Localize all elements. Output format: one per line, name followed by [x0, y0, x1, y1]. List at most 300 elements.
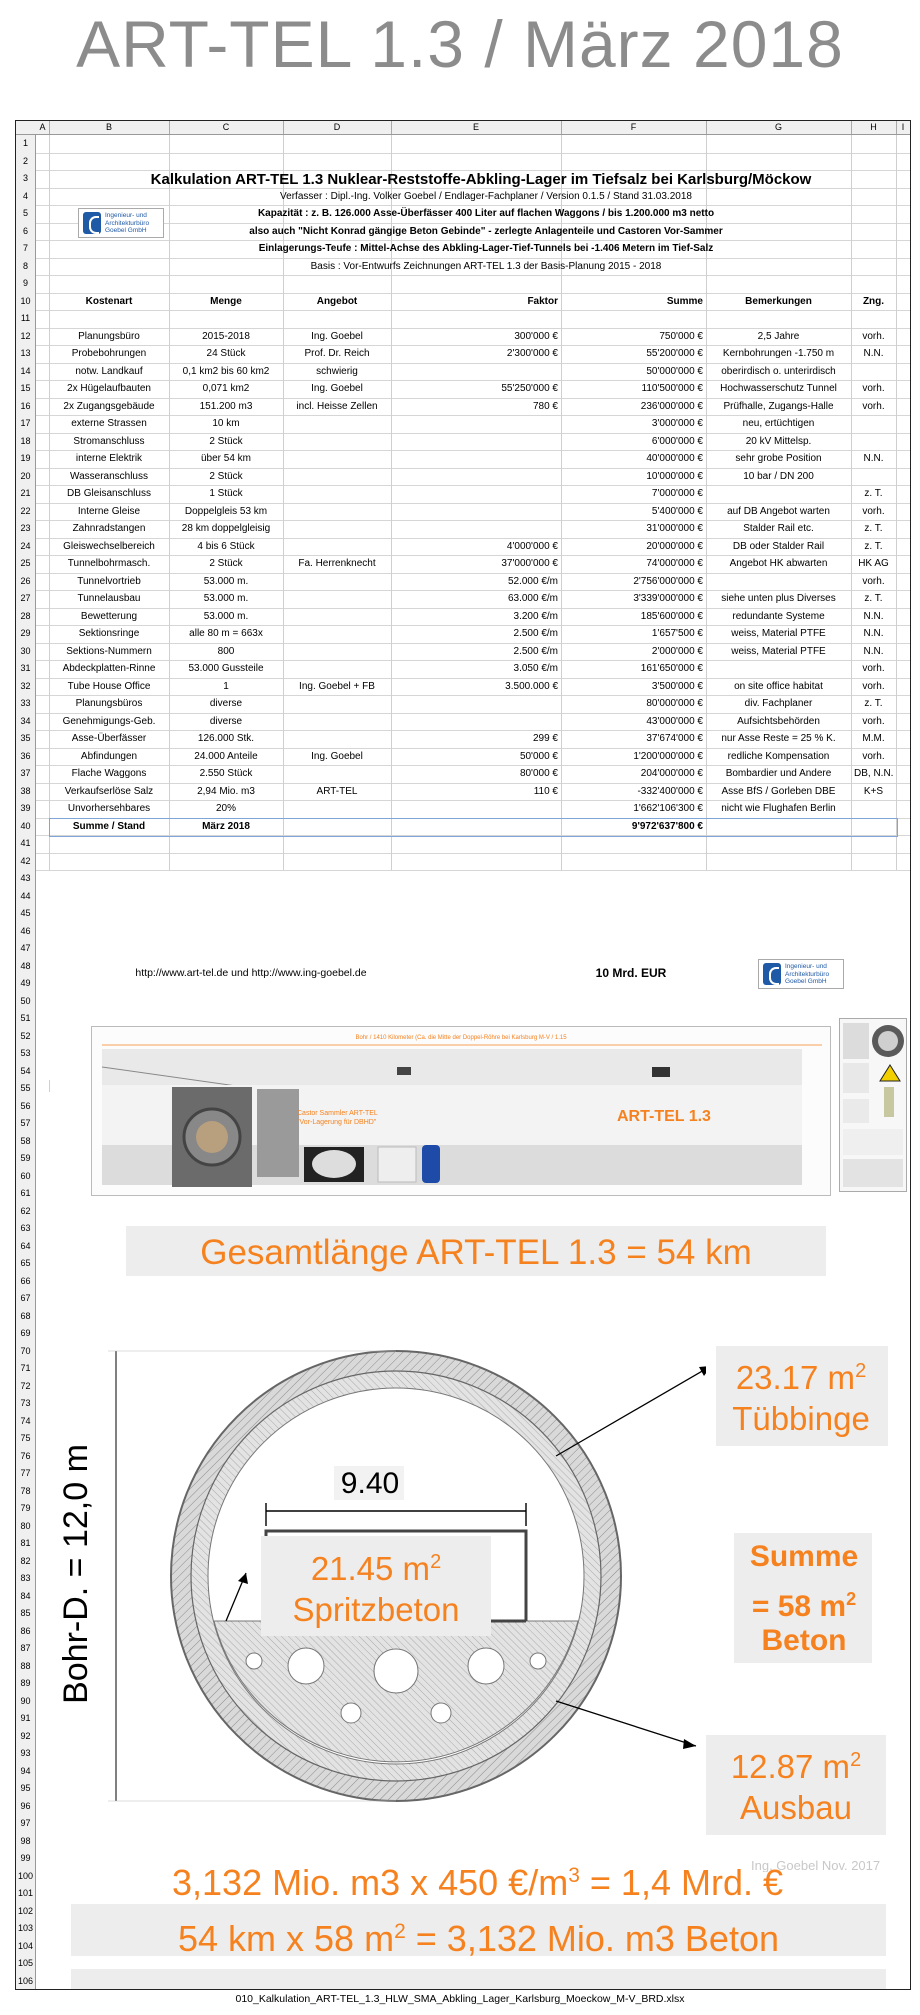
column-header-G[interactable]: G — [706, 121, 852, 134]
table-row-col1: externe Strassen — [71, 418, 147, 429]
row-number[interactable]: 82 — [20, 1555, 31, 1566]
row-number[interactable]: 67 — [20, 1293, 31, 1303]
table-row-col7: DB, N.N. — [854, 768, 893, 779]
row-number[interactable]: 30 — [20, 645, 31, 656]
info-line: Kapazität : z. B. 126.000 Asse-Überfässer 400 Liter auf flachen Waggons / bis 1.200.000 m3 netto — [257, 208, 715, 219]
row-number[interactable]: 80 — [20, 1520, 31, 1531]
row-number[interactable]: 4 — [22, 190, 28, 201]
table-row-col1: Asse-Überfässer — [71, 733, 147, 744]
table-row-col7: N.N. — [863, 348, 884, 359]
table-row-col3: schwierig — [316, 365, 358, 377]
row-number[interactable]: 32 — [20, 680, 31, 691]
table-row-col4: 50'000 € — [519, 750, 558, 762]
table-row-col4: 780 € — [532, 400, 558, 412]
table-row-col5: 204'000'000 € — [640, 768, 703, 779]
table-row-col1: Tube House Office — [67, 680, 151, 692]
row-number[interactable]: 14 — [20, 365, 31, 376]
row-number[interactable]: 100 — [17, 1870, 34, 1881]
table-row-col2: Doppelgleis 53 km — [184, 505, 268, 517]
table-header-col5: Summe — [666, 295, 703, 307]
table-row-col5: 161'650'000 € — [640, 663, 703, 674]
table-row-col2: 24 Stück — [206, 348, 246, 359]
company-logo — [78, 208, 164, 238]
table-row-col6: nicht wie Flughafen Berlin — [721, 803, 836, 814]
spritzbeton-label: Spritzbeton — [292, 1591, 460, 1628]
row-number[interactable]: 70 — [20, 1345, 31, 1356]
length-title: Gesamtlänge ART-TEL 1.3 = 54 km — [200, 1233, 752, 1272]
table-row-col1: Sektions-Nummern — [66, 645, 152, 657]
row-number[interactable]: 104 — [17, 1940, 34, 1951]
row-number[interactable]: 54 — [20, 1065, 31, 1076]
row-number[interactable]: 48 — [20, 960, 31, 971]
table-row-col1: Tunnelausbau — [77, 593, 141, 604]
row-number[interactable]: 71 — [20, 1363, 31, 1373]
row-number[interactable]: 76 — [20, 1450, 31, 1461]
row-number[interactable]: 81 — [20, 1538, 31, 1548]
row-number[interactable]: 25 — [20, 558, 31, 568]
logo-text: Ingenieur- und Architekturbüro Goebel GmbH — [785, 963, 830, 985]
row-number[interactable]: 7 — [22, 243, 28, 253]
row-number[interactable]: 85 — [20, 1608, 31, 1618]
table-row-col1: 2x Hügelaufbauten — [67, 383, 151, 394]
table-row-col3: Fa. Herrenknecht — [298, 558, 376, 569]
column-header-H[interactable]: H — [851, 121, 897, 134]
table-row-col5: 1'662'106'300 € — [633, 803, 703, 814]
row-number[interactable]: 95 — [20, 1783, 31, 1793]
table-row-col4: 2.500 €/m — [513, 645, 558, 657]
bore-diameter-label: Bohr-D. = 12,0 m — [57, 1444, 95, 1704]
row-number[interactable]: 21 — [20, 488, 31, 498]
row-number[interactable]: 59 — [20, 1153, 31, 1163]
table-row-col6: auf DB Angebot warten — [727, 505, 830, 517]
row-number[interactable]: 105 — [17, 1958, 34, 1968]
row-number[interactable]: 34 — [20, 715, 31, 726]
row-number[interactable]: 44 — [20, 890, 31, 901]
table-row-col1: Tunnelbohrmasch. — [67, 558, 151, 569]
column-gridline — [896, 135, 897, 870]
row-gridline — [36, 293, 910, 294]
row-gridline — [36, 625, 910, 626]
table-row-col1: Abfindungen — [80, 750, 138, 762]
row-gridline — [36, 415, 910, 416]
summe-line-3: Beton — [761, 1624, 847, 1657]
table-row-col5: 3'000'000 € — [651, 418, 703, 429]
row-number[interactable]: 15 — [20, 383, 31, 393]
row-number[interactable]: 10 — [20, 295, 31, 306]
summary-row-highlight — [49, 818, 898, 838]
row-number[interactable]: 94 — [20, 1765, 31, 1776]
column-gridline-lower — [49, 1080, 50, 1092]
row-number[interactable]: 38 — [20, 785, 31, 796]
row-number[interactable]: 52 — [20, 1030, 31, 1041]
row-number[interactable]: 64 — [20, 1240, 31, 1251]
row-number[interactable]: 11 — [20, 313, 31, 323]
row-number[interactable]: 20 — [20, 470, 31, 481]
row-number[interactable]: 68 — [20, 1310, 31, 1321]
row-number[interactable]: 45 — [20, 908, 31, 918]
column-gridline — [851, 135, 852, 870]
row-number[interactable]: 79 — [20, 1503, 31, 1513]
banner-top-note: Bohr / 1410 Kilometer (Ca. die Mitte der Doppel-Röhre bei Karlsburg M-V / 1.15 — [355, 1035, 567, 1041]
table-row-col4: 4'000'000 € — [506, 540, 558, 552]
row-number[interactable]: 51 — [20, 1013, 31, 1023]
table-row-col2: 2 Stück — [209, 435, 243, 447]
row-number[interactable]: 93 — [20, 1748, 31, 1758]
row-number[interactable]: 1 — [22, 138, 28, 148]
table-row-col5: 6'000'000 € — [651, 435, 703, 447]
row-gridline — [36, 363, 910, 364]
row-number[interactable]: 3 — [22, 173, 28, 183]
table-row-col4: 110 € — [533, 785, 558, 797]
row-gridline — [36, 800, 910, 801]
table-row-col1: DB Gleisanschluss — [67, 488, 151, 499]
links-text: http://www.art-tel.de und http://www.ing-goebel.de — [135, 967, 367, 979]
table-row-col6: 10 bar / DN 200 — [743, 470, 814, 482]
ausbau-value: 12.87 $m^2$ — [730, 1748, 862, 1783]
table-row-col5: 55'200'000 € — [646, 348, 703, 359]
row-number[interactable]: 56 — [20, 1100, 31, 1111]
side-thumbnails — [840, 1019, 906, 1191]
table-row-col7: N.N. — [863, 610, 884, 622]
row-gridline — [36, 590, 910, 591]
table-row-col6: redundante Systeme — [732, 610, 825, 622]
row-gridline — [36, 783, 910, 784]
row-number[interactable]: 40 — [20, 820, 31, 831]
table-row-col5: 74'000'000 € — [646, 558, 703, 569]
company-logo-2 — [758, 959, 844, 989]
table-row-col3: ART-TEL — [316, 785, 358, 797]
column-header-strip — [16, 121, 910, 135]
table-row-col4: 55'250'000 € — [501, 383, 558, 394]
table-row-col1: Verkaufserlöse Salz — [64, 785, 154, 797]
summary-row-col2: März 2018 — [202, 820, 250, 832]
info-line: also auch "Nicht Konrad gängige Beton Gebinde" - zerlegte Anlagenteile und Castoren Vor-Sammer — [249, 225, 723, 237]
table-row-col6: on site office habitat — [734, 680, 823, 692]
row-gridline — [36, 310, 910, 311]
row-gridline — [36, 643, 910, 644]
row-gridline — [36, 258, 910, 259]
table-row-col4: 3.050 €/m — [513, 663, 558, 674]
row-number[interactable]: 58 — [20, 1135, 31, 1146]
info-line: Einlagerungs-Teufe : Mittel-Achse des Abkling-Lager-Tief-Tunnels bei -1.406 Metern im Tief-Salz — [258, 243, 714, 254]
row-number[interactable]: 86 — [20, 1625, 31, 1636]
row-number[interactable]: 8 — [22, 260, 28, 271]
row-number[interactable]: 101 — [17, 1888, 34, 1898]
table-row-col6: redliche Kompensation — [727, 750, 830, 762]
table-row-col2: 2 Stück — [209, 470, 243, 482]
tunnel-section-drawing — [92, 1027, 830, 1195]
row-number[interactable]: 31 — [20, 663, 31, 673]
row-number[interactable]: 24 — [20, 540, 31, 551]
row-number[interactable]: 78 — [20, 1485, 31, 1496]
tunnel-banner-image — [91, 1026, 831, 1196]
row-number[interactable]: 55 — [20, 1083, 31, 1093]
row-number[interactable]: 57 — [20, 1118, 31, 1128]
row-gridline — [36, 170, 910, 171]
table-row-col6: Bombardier und Andere — [725, 768, 832, 779]
row-number[interactable]: 97 — [20, 1818, 31, 1828]
row-number[interactable]: 65 — [20, 1258, 31, 1268]
table-row-col5: 1'657'500 € — [651, 628, 703, 639]
row-number[interactable]: 63 — [20, 1223, 31, 1233]
inner-width-label: 9.40 — [340, 1467, 400, 1500]
table-row-col5: 43'000'000 € — [646, 715, 703, 727]
table-row-col7: vorh. — [862, 400, 885, 412]
row-gridline — [36, 450, 910, 451]
row-number[interactable]: 5 — [22, 208, 28, 218]
table-row-col6: Asse BfS / Gorleben DBE — [721, 785, 836, 797]
row-number[interactable]: 39 — [20, 803, 31, 813]
table-row-col1: Planungsbüros — [75, 698, 143, 709]
row-number[interactable]: 84 — [20, 1590, 31, 1601]
row-number[interactable]: 37 — [20, 768, 31, 778]
row-number[interactable]: 69 — [20, 1328, 31, 1338]
table-row-col7: K+S — [863, 785, 884, 797]
row-gridline — [36, 485, 910, 486]
table-row-col5: 7'000'000 € — [651, 488, 703, 499]
row-gridline — [36, 275, 910, 276]
row-number[interactable]: 33 — [20, 698, 31, 708]
row-gridline — [36, 345, 910, 346]
row-number[interactable]: 49 — [20, 978, 31, 988]
column-header-C[interactable]: C — [169, 121, 284, 134]
row-number[interactable]: 90 — [20, 1695, 31, 1706]
table-row-col1: notw. Landkauf — [75, 365, 143, 377]
table-row-col2: 20% — [215, 803, 236, 814]
row-number[interactable]: 74 — [20, 1415, 31, 1426]
logo-text: Ingenieur- und Architekturbüro Goebel GmbH — [105, 212, 150, 234]
row-number[interactable]: 27 — [20, 593, 31, 603]
table-row-col7: vorh. — [862, 505, 885, 517]
table-row-col7: z. T. — [864, 698, 883, 709]
row-number[interactable]: 17 — [20, 418, 31, 428]
row-gridline — [36, 713, 910, 714]
row-number[interactable]: 89 — [20, 1678, 31, 1688]
table-row-col7: z. T. — [864, 593, 883, 604]
row-number[interactable]: 29 — [20, 628, 31, 638]
summary-row-col5: 9'972'637'800 € — [631, 820, 703, 832]
table-row-col2: 53.000 m. — [203, 593, 249, 604]
row-number[interactable]: 42 — [20, 855, 31, 866]
table-row-col2: 2.550 Stück — [199, 768, 253, 779]
table-row-col7: M.M. — [862, 733, 885, 744]
table-row-col6: 2,5 Jahre — [757, 330, 800, 342]
tuebbinge-label: Tübbinge — [732, 1400, 870, 1437]
footer-filename: 010_Kalkulation_ART-TEL_1.3_HLW_SMA_Abkling_Lager_Karlsburg_Moeckow_M-V_BRD.xlsx — [235, 1993, 685, 2005]
row-number[interactable]: 16 — [20, 400, 31, 411]
table-row-col1: Unvorhersehbares — [67, 803, 151, 814]
row-number[interactable]: 6 — [22, 225, 28, 236]
summe-line-1: Summe — [749, 1540, 859, 1573]
row-number[interactable]: 102 — [17, 1905, 34, 1916]
side-thumbnail-strip — [839, 1018, 907, 1192]
row-number[interactable]: 46 — [20, 925, 31, 936]
table-row-col6: sehr grobe Position — [735, 453, 822, 464]
table-row-col1: Planungsbüro — [78, 330, 140, 342]
column-header-B[interactable]: B — [49, 121, 170, 134]
row-gridline — [36, 660, 910, 661]
table-row-col7: vorh. — [862, 680, 885, 692]
row-number[interactable]: 87 — [20, 1643, 31, 1653]
row-number[interactable]: 106 — [17, 1975, 34, 1986]
table-row-col6: Angebot HK abwarten — [729, 558, 828, 569]
table-row-col2: diverse — [209, 715, 243, 727]
table-row-col7: HK AG — [858, 558, 889, 569]
credit-text: Ing. Goebel Nov. 2017 — [751, 1859, 881, 1872]
table-row-col2: 2 Stück — [209, 558, 243, 569]
row-number[interactable]: 12 — [20, 330, 31, 341]
formula-1: 54 km x 58 $m^2 = 3,132$ Mio. m3 Beton — [178, 1918, 779, 1957]
summe-line-2: = 58 $m^2$ — [751, 1589, 857, 1620]
row-number[interactable]: 92 — [20, 1730, 31, 1741]
row-number[interactable]: 22 — [20, 505, 31, 516]
row-number[interactable]: 43 — [20, 873, 31, 883]
table-row-col6: Prüfhalle, Zugangs-Halle — [723, 400, 834, 412]
document-title: Kalkulation ART-TEL 1.3 Nuklear-Reststoffe-Abkling-Lager im Tiefsalz bei Karlsburg/Möckow — [150, 173, 812, 188]
row-number[interactable]: 60 — [20, 1170, 31, 1181]
row-gridline — [36, 695, 910, 696]
table-row-col5: 37'674'000 € — [646, 733, 703, 744]
row-number[interactable]: 88 — [20, 1660, 31, 1671]
table-row-col6: Aufsichtsbehörden — [737, 715, 820, 727]
row-number[interactable]: 83 — [20, 1573, 31, 1583]
row-number[interactable]: 19 — [20, 453, 31, 463]
logo-mark-icon — [83, 212, 101, 234]
table-row-col3: Ing. Goebel — [311, 383, 363, 394]
table-row-col6: oberirdisch o. unterirdisch — [721, 365, 836, 377]
table-row-col4: 37'000'000 € — [501, 558, 558, 569]
row-number[interactable]: 91 — [20, 1713, 31, 1723]
row-number[interactable]: 23 — [20, 523, 31, 533]
row-number[interactable]: 9 — [22, 278, 28, 288]
table-header-col6: Bemerkungen — [745, 295, 812, 307]
table-row-col5: 2'756'000'000 € — [633, 575, 703, 587]
row-number[interactable]: 72 — [20, 1380, 31, 1391]
table-row-col5: 80'000'000 € — [646, 698, 703, 709]
row-number[interactable]: 53 — [20, 1048, 31, 1058]
row-number[interactable]: 35 — [20, 733, 31, 743]
table-header-col1: Kostenart — [85, 295, 133, 307]
row-number[interactable]: 47 — [20, 943, 31, 953]
table-row-col6: Hochwasserschutz Tunnel — [720, 383, 837, 394]
table-row-col1: Wasseranschluss — [70, 470, 148, 482]
table-row-col6: weiss, Material PTFE — [731, 628, 826, 639]
total-text: 10 Mrd. EUR — [595, 967, 667, 980]
row-number[interactable]: 26 — [20, 575, 31, 586]
row-gridline — [36, 503, 910, 504]
row-number[interactable]: 41 — [20, 838, 31, 848]
info-line: Basis : Vor-Entwurfs Zeichnungen ART-TEL 1.3 der Basis-Planung 2015 - 2018 — [310, 260, 662, 272]
table-row-col2: 2015-2018 — [202, 330, 250, 342]
row-number[interactable]: 36 — [20, 750, 31, 761]
table-row-col7: vorh. — [862, 575, 885, 587]
table-header-col3: Angebot — [316, 295, 358, 307]
row-gridline — [36, 853, 910, 854]
column-header-F[interactable]: F — [561, 121, 707, 134]
row-number[interactable]: 96 — [20, 1800, 31, 1811]
table-row-col2: 53.000 m. — [203, 575, 249, 587]
table-row-col4: 2'300'000 € — [506, 348, 558, 359]
row-number[interactable]: 50 — [20, 995, 31, 1006]
table-row-col1: Bewetterung — [80, 610, 138, 622]
table-row-col7: N.N. — [863, 453, 884, 464]
table-row-col6: DB oder Stalder Rail — [732, 540, 825, 552]
column-header-A[interactable]: A — [36, 121, 50, 134]
table-row-col5: 5'400'000 € — [651, 505, 703, 517]
row-number[interactable]: 103 — [17, 1923, 34, 1933]
table-row-col7: z. T. — [864, 488, 883, 499]
table-row-col2: 53.000 Gussteile — [188, 663, 264, 674]
table-row-col3: Ing. Goebel — [311, 330, 363, 342]
table-row-col2: 2,94 Mio. m3 — [197, 785, 255, 797]
table-row-col4: 300'000 € — [514, 330, 558, 342]
row-number[interactable]: 62 — [20, 1205, 31, 1216]
row-gridline — [36, 573, 910, 574]
row-gridline — [36, 153, 910, 154]
column-header-D[interactable]: D — [283, 121, 392, 134]
column-header-I[interactable]: I — [896, 121, 911, 134]
table-row-col2: 0,1 km2 bis 60 km2 — [182, 365, 270, 377]
table-header-col4: Faktor — [527, 295, 558, 307]
row-gridline — [36, 870, 910, 871]
formula-2: 3,132 Mio. m3 x 450 $€/m^3 = 1,4$ Mrd. € — [172, 1862, 783, 1901]
row-number[interactable]: 75 — [20, 1433, 31, 1443]
row-number[interactable]: 61 — [20, 1188, 31, 1198]
ausbau-label: Ausbau — [740, 1789, 852, 1826]
row-gridline — [36, 730, 910, 731]
table-row-col1: 2x Zugangsgebäude — [63, 400, 155, 412]
table-row-col7: z. T. — [864, 540, 883, 552]
table-row-col2: über 54 km — [200, 453, 252, 464]
row-number[interactable]: 28 — [20, 610, 31, 621]
table-row-col5: 750'000 € — [659, 330, 703, 342]
column-header-E[interactable]: E — [391, 121, 562, 134]
table-row-col6: weiss, Material PTFE — [731, 645, 826, 657]
table-row-col4: 3.500.000 € — [505, 680, 558, 692]
table-row-col4: 299 € — [532, 733, 558, 744]
table-row-col6: siehe unten plus Diverses — [721, 593, 836, 604]
table-row-col3: incl. Heisse Zellen — [296, 400, 378, 412]
table-row-col7: z. T. — [864, 523, 883, 534]
row-number[interactable]: 66 — [20, 1275, 31, 1286]
table-row-col3: Ing. Goebel — [311, 750, 363, 762]
table-header-col7: Zng. — [862, 295, 885, 307]
formula-2-bg — [71, 1969, 886, 1990]
row-gridline — [36, 555, 910, 556]
row-number[interactable]: 77 — [20, 1468, 31, 1478]
row-number[interactable]: 2 — [22, 155, 28, 166]
table-row-col7: vorh. — [862, 330, 885, 342]
table-row-col1: Gleiswechselbereich — [63, 540, 155, 552]
table-row-col5: 1'200'000'000 € — [633, 750, 703, 762]
table-row-col6: Kernbohrungen -1.750 m — [722, 348, 835, 359]
row-number[interactable]: 73 — [20, 1398, 31, 1408]
table-row-col5: 20'000'000 € — [646, 540, 703, 552]
table-row-col1: Probebohrungen — [71, 348, 147, 359]
row-number[interactable]: 98 — [20, 1835, 31, 1846]
row-number[interactable]: 18 — [20, 435, 31, 446]
row-number[interactable]: 99 — [20, 1853, 31, 1863]
table-row-col2: diverse — [209, 698, 243, 709]
table-row-col5: 40'000'000 € — [646, 453, 703, 464]
spritzbeton-value: 21.45 $m^2$ — [310, 1550, 442, 1585]
table-row-col4: 3.200 €/m — [513, 610, 558, 622]
row-gridline — [36, 240, 910, 241]
page-title: ART-TEL 1.3 / März 2018 — [76, 7, 844, 81]
row-gridline — [36, 608, 910, 609]
table-row-col1: Abdeckplatten-Rinne — [62, 663, 156, 674]
row-number[interactable]: 13 — [20, 348, 31, 358]
